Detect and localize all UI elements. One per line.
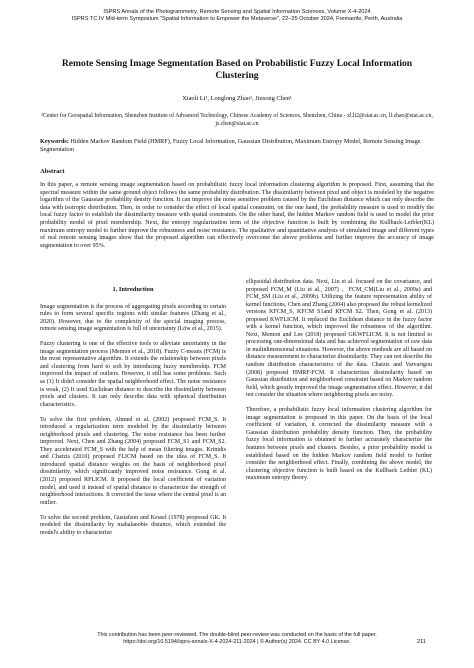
page-number: 211: [417, 639, 426, 645]
paragraph: Fuzzy clustering is one of the effective tools to alleviate uncertainty in the image segmentation process (Memon et al., 2018). Fuzzy C-means (FCM) is the most representative algorithm. It extends the relationship between pixels and clustering from hard to soft by introducing fuzzy membership. FCM improved the impact of outliers. However, it still has some problems. Such as (1) It didn't consider the spatial neighborhood effect. The noise resistance is weak, (2) It used Euclidean distance to describe the dissimilarity between pixels and clusters. It can only describe data with spherical distribution characteristics.: [40, 341, 226, 408]
running-header: [0, 9, 474, 24]
left-column: [40, 280, 226, 545]
footer-peer-review-note: This contribution has been peer-reviewed. The double-blind peer-review was conducted on the basis of the full paper.: [97, 632, 377, 638]
paragraph: Image segmentation is the process of aggregating pixels according to certain rules to form several specific regions with similar features (Zhang et al., 2020). However, due to the complexity of the special imaging process, remote sensing image segmentation is full of uncertainty (Löw et al., 2015).: [40, 303, 226, 333]
paragraph: To solve the second problem, Gustafson and Kessel (1978) proposed GK. It modeled the dissimilarity by mahalanobis distance, which extended the model's ability to characterize: [40, 514, 226, 536]
abstract-text: In this paper, a remote sensing image segmentation based on probabilistic fuzzy local information clustering algorithm is proposed. First, assuming that the spectral measure within the same ground object follows the same probability distribution. The dissimilarity between pixel and object is modeled by the negative logarithm of the Gaussian probability density function. It can improve the noise sensitive problem caused by the Euclidean distance which can only describe the data with isotropic distribution. Then, in order to consider the effect of local spatial constraint, on the one hand, the probability measure is used to modify the local fuzzy factor to establish the dissimilarity measure with spatial constraints. On the other hand, the hidden Markov random field is used to model the prior probability model of pixel membership. Next, the entropy regularization term of the objective function is built by combining the Kullback-Leibler(KL) maximum entropy model to further improve the robustness and noise resistance. The qualitative and quantitative analysis of simulated image and different types of real remote sensing images show that the proposed algorithm can effectively overcome the above problems and further improve the accuracy of image segmentation to over 95%.: [40, 182, 434, 249]
page-footer: [0, 632, 474, 646]
header-line-journal: ISPRS Annals of the Photogrammetry, Remote Sensing and Spatial Information Sciences, Volume X-4-2024: [103, 9, 371, 15]
paragraph: ellipsoidal distribution data. Next, Liu et al. focused on the covariance, and proposed FCM_M (Liu et al., 2007) 、FCM_CM(Liu et al., 2009a) and FCM_SM (Liu et al., 2009b). Utilizing the feature representation ability of kernel functions, Chen and Zhang (2004) also proposed the robust kernelized versions KFCM_S, KFCM S1and KFCM S2. Then, Gong et al. (2013) proposed KWFLICM. It replaced the Euclidean distance in the fuzzy factor with a kernel function, which improved the robustness of the algorithm. Next, Memon and Lee (2018) proposed GKWFLICM. It is not limited to processing one-dimensional data and has achieved segmentation of raw data in multidimensional situations. However, the above methods are all based on distance measurement to characterize dissimilarity. They can not describe the random distribution characteristics of the data. Chatzis and Varvarigou (2008) proposed HMRF-FCM. It characterizes dissimilarity based on Gaussian distribution and neighborhood constraint based on Markov random field, which greatly improved the image segmentation effect. However, it did not consider the situation where neighboring pixels are noisy.: [246, 279, 432, 399]
footer-doi-link[interactable]: https://doi.org/10.5194/isprs-annals-X-4-2024-211-2024 | © Author(s) 2024. CC BY 4.0 License.: [123, 639, 351, 645]
paragraph: To solve the first problem, Ahmed et al. (2002) proposed FCM_S. It introduced a regularization term modeled by the dissimilarity between neighborhood pixels and clustering. The noise resistance has been further improved. Next, Chen and Zhang (2004) proposed FCM_S1 and FCM_S2. They accelerated FCM_S with the help of mean filtering images. Krinidis and Chatzis (2010) proposed FLICM based on the idea of FCM_S. It introduced spatial distance weights on the basis of neighborhood pixel dissimilarity, which significantly improved noise resistance. Gong et al. (2012) proposed RFLICM. It proposed the local coefficient of variation model, and used it instead of spatial distance to characterize the strength of neighborhood interactions. It corrected the issue where the central pixel is an outlier.: [40, 416, 226, 506]
affiliation: ¹Center for Geospatial Information, Shenzhen Institute of Advanced Technology, Chinese Academy of Sciences, Shenzhen, China - xl.li2@siat.ac.cn, ll.zhao@siat.ac.cn, js.chen@siat.ac.cn: [41, 113, 433, 127]
keywords-block: [40, 138, 434, 154]
abstract-heading: Abstract: [40, 168, 65, 175]
author-list: Xiaoli Li¹, Longlong Zhao¹, Jinsong Chen¹: [182, 95, 292, 102]
paragraph: Therefore, a probabilistic fuzzy local information clustering algorithm for image segmentation is proposed in this paper. On the basis of the local coefficient of variation, it corrected the dissimilarity measure with a Gaussian distribution probability density function. Then, the probability fuzzy local information is obtained to further accurately characterize the features between pixels and clusters. Besides, a prior probability model is established based on the hidden Markov random field model to further consider the neighborhood effect. Finally, combining the above model, the clustering objective function is built based on the Kullback Leibler (KL) maximum entropy theory.: [246, 407, 432, 482]
right-column: [246, 279, 432, 490]
header-line-symposium: ISPRS TC IV Mid-term Symposium “Spatial Information to Empower the Metaverse”, 22–25 October 2024, Fremantle, Perth, Australia: [71, 16, 403, 23]
section-heading-introduction: 1. Introduction: [112, 286, 154, 293]
keywords-text: Hidden Markov Random Field (HMRF), Fuzzy Local Information, Gaussian Distribution, Maximum Entropy Model, Remote Sensing Image Segmentation: [40, 138, 421, 153]
keywords-label: Keywords:: [40, 138, 69, 145]
paper-title: Remote Sensing Image Segmentation Based on Probabilistic Fuzzy Local Information Clustering: [61, 58, 413, 81]
